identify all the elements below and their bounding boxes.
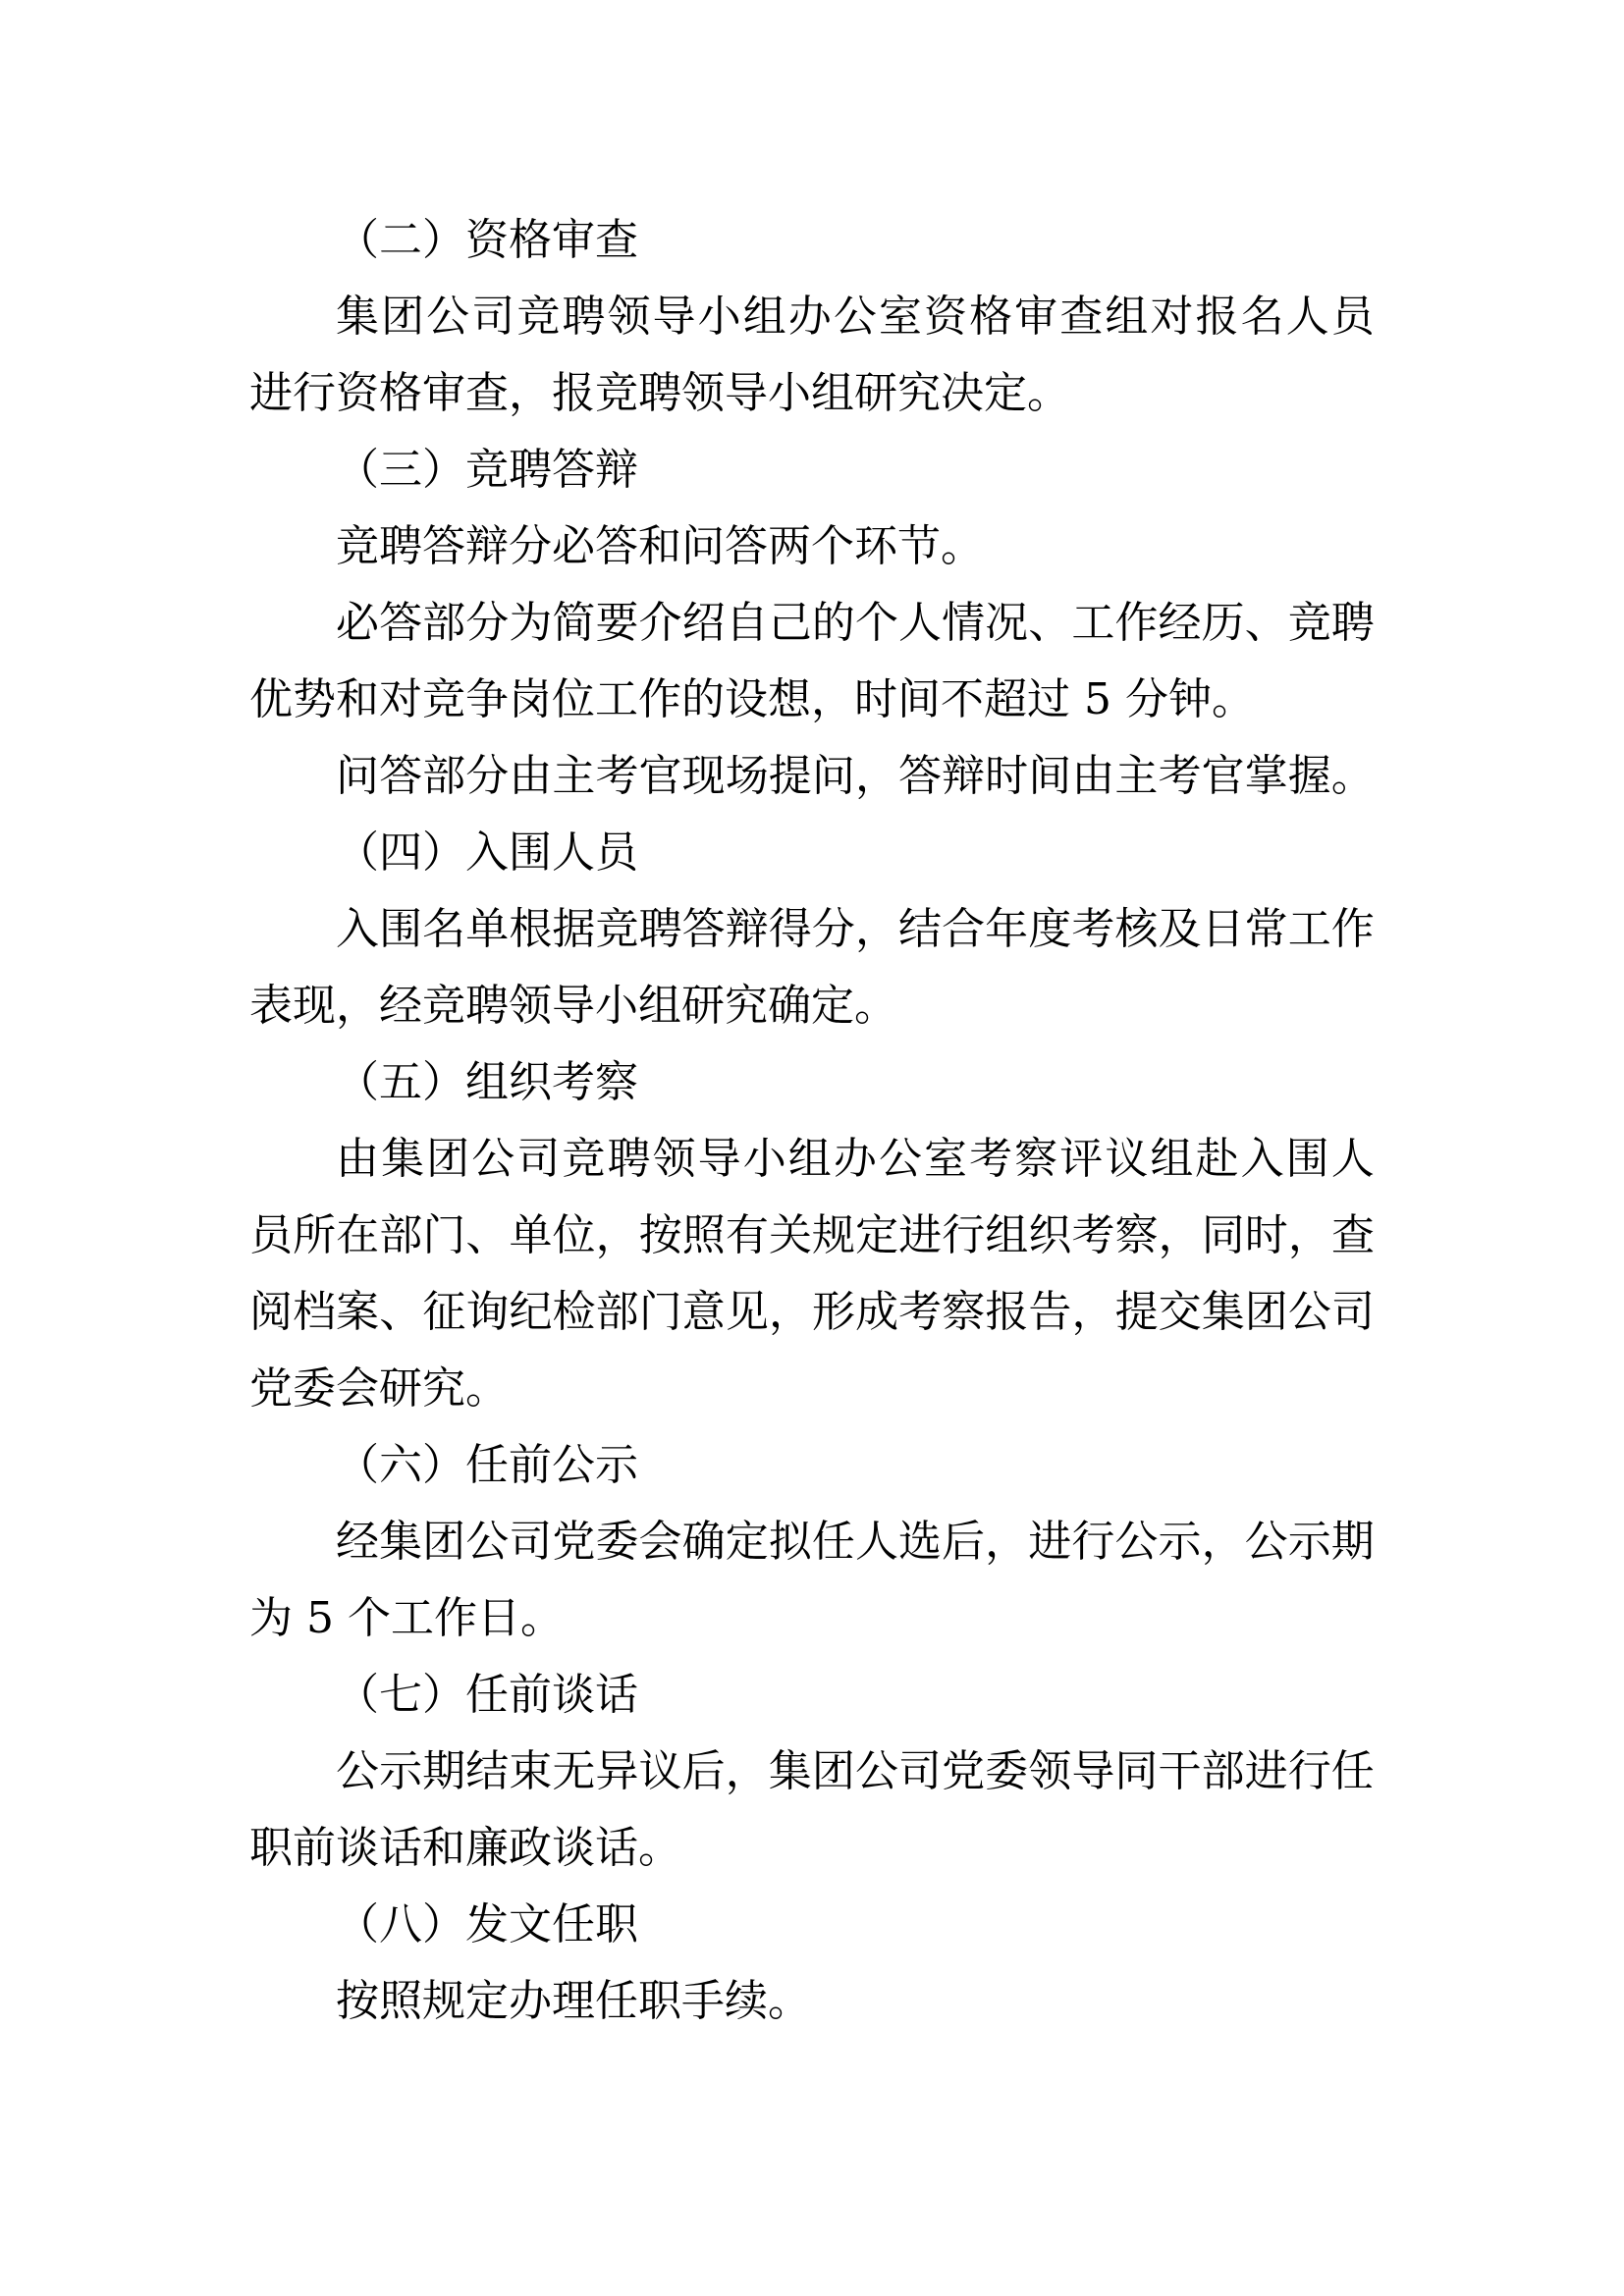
heading-section-4: （四）入围人员 xyxy=(336,828,638,878)
heading-section-5: （五）组织考察 xyxy=(336,1057,638,1107)
text-line: 公 示 期 结 束 无 异 议 后 ， 集 团 公 司 党 委 领 导 同 干 部 进 行 任 xyxy=(336,1746,1375,1796)
text-line: 职前谈话和廉政谈话。 xyxy=(249,1823,681,1873)
text-line: 按照规定办理任职手续。 xyxy=(336,1976,811,2026)
text-line: 竞聘答辩分必答和问答两个环节。 xyxy=(336,521,984,571)
heading-section-2: （二）资格审查 xyxy=(336,215,638,265)
text-line: 必 答 部 分 为 简 要 介 绍 自 己 的 个 人 情 况 、 工 作 经 历 、 竞 聘 xyxy=(336,598,1375,648)
text-line: 集 团 公 司 竞 聘 领 导 小 组 办 公 室 资 格 审 查 组 对 报 名 人 员 xyxy=(336,292,1375,342)
text-line: 入 围 名 单 根 据 竞 聘 答 辩 得 分 ， 结 合 年 度 考 核 及 日 常 工 作 xyxy=(336,904,1375,954)
text-line: 问 答 部 分 由 主 考 官 现 场 提 问 ， 答 辩 时 间 由 主 考 官 掌 握 。 xyxy=(336,751,1375,801)
text-line: 由 集 团 公 司 竞 聘 领 导 小 组 办 公 室 考 察 评 议 组 赴 入 围 人 xyxy=(336,1134,1375,1184)
text-line: 为 5 个工作日。 xyxy=(249,1593,564,1643)
text-line: 党委会研究。 xyxy=(249,1363,509,1414)
heading-section-3: （三）竞聘答辩 xyxy=(336,445,638,495)
text-line: 表现，经竞聘领导小组研究确定。 xyxy=(249,981,897,1031)
heading-section-6: （六）任前公示 xyxy=(336,1440,638,1490)
text-line: 员 所 在 部 门 、 单 位 ， 按 照 有 关 规 定 进 行 组 织 考 察 ， 同 时 ， 查 xyxy=(249,1210,1375,1260)
text-line: 阅 档 案 、 征 询 纪 检 部 门 意 见 ， 形 成 考 察 报 告 ， 提 交 集 团 公 司 xyxy=(249,1287,1375,1337)
text-line: 进行资格审查，报竞聘领导小组研究决定。 xyxy=(249,368,1070,418)
heading-section-8: （八）发文任职 xyxy=(336,1899,638,1949)
text-line: 经 集 团 公 司 党 委 会 确 定 拟 任 人 选 后 ， 进 行 公 示 ， 公 示 期 xyxy=(336,1517,1375,1567)
text-line: 优势和对竞争岗位工作的设想，时间不超过 5 分钟。 xyxy=(249,674,1255,724)
document-text-block xyxy=(249,202,1375,2040)
heading-section-7: （七）任前谈话 xyxy=(336,1670,638,1720)
